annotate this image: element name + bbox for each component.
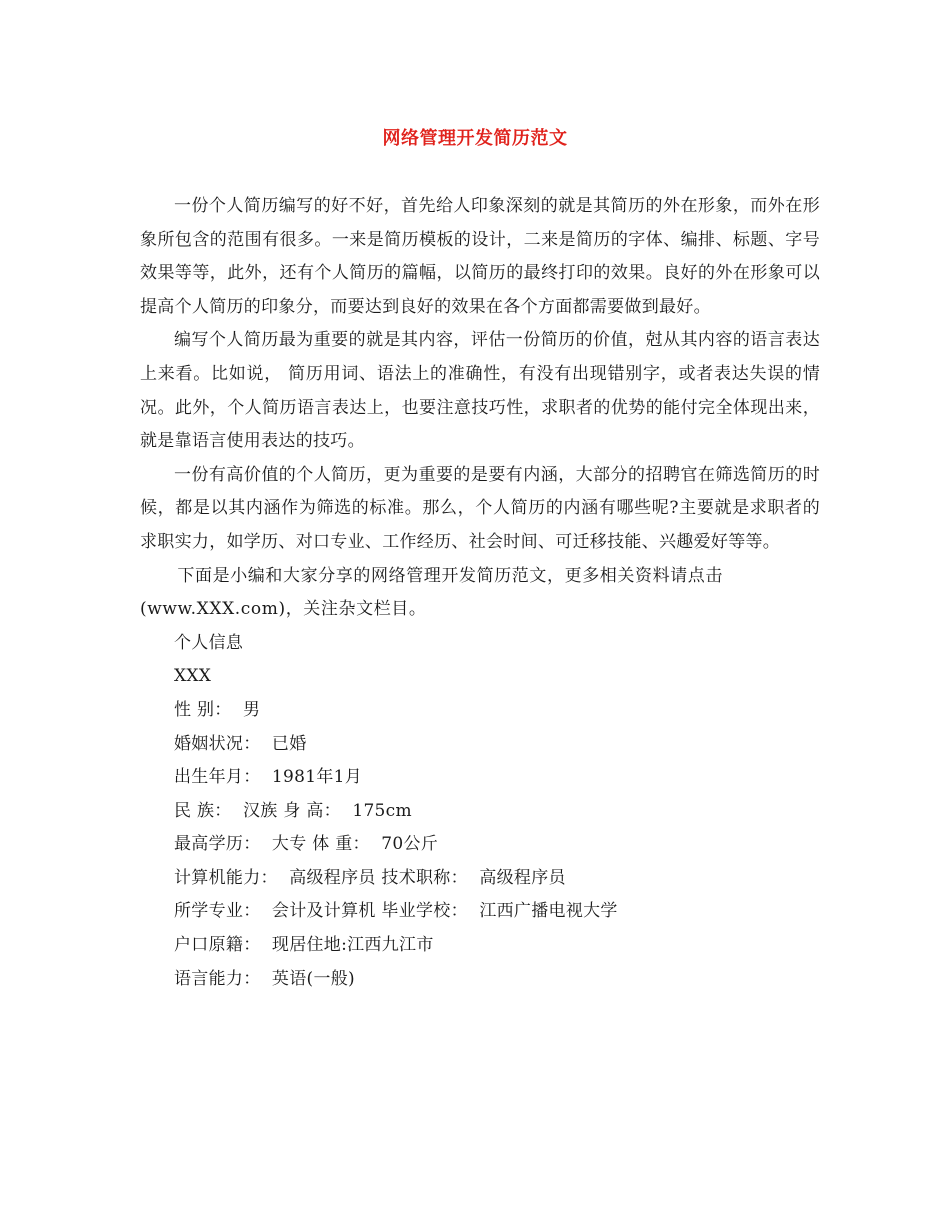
info-name: XXX [174, 666, 212, 687]
info-residence: 户口原籍： 现居住地:江西九江市 [174, 935, 434, 956]
info-major-school: 所学专业： 会计及计算机 毕业学校： 江西广播电视大学 [174, 901, 618, 922]
intro-paragraph: 下面是小编和大家分享的网络管理开发简历范文，更多相关资料请点击(www.XXX.com)，关注杂文栏目。 [140, 565, 723, 620]
paragraph: 编写个人简历最为重要的就是其内容，评估一份简历的价值，尅从其内容的语言表达上来看。比如说， 简历用词、语法上的准确性，有没有出现错别字，或者表达失误的情况。此外，个人简历语言表达上，也要注意技巧性，求职者的优势的能付完全体现出来，就是靠语言使用表达的技巧。 [140, 330, 820, 452]
paragraph: 一份个人简历编写的好不好，首先给人印象深刻的就是其简历的外在形象，而外在形象所包含的范围有很多。一来是简历模板的设计，二来是简历的字体、编排、标题、字号效果等等，此外，还有个人简历的篇幅，以简历的最终打印的效果。良好的外在形象可以提高个人简历的印象分，而要达到良好的效果在各个方面都需要做到最好。 [140, 196, 820, 317]
info-education-weight: 最高学历： 大专 体 重： 70公斤 [174, 834, 439, 855]
paragraph: 一份有高价值的个人简历，更为重要的是要有内涵，大部分的招聘官在筛选简历的时候，都是以其内涵作为筛选的标准。那么，个人简历的内涵有哪些呢?主要就是求职者的求职实力，如学历、对口专业、工作经历、社会时间、可迁移技能、兴趣爱好等等。 [140, 464, 820, 552]
personal-info-list [140, 627, 820, 997]
document-title: 网络管理开发简历范文 [382, 128, 568, 149]
info-gender: 性 别： 男 [174, 699, 261, 720]
document-body [140, 190, 820, 996]
info-computer-skills: 计算机能力： 高级程序员 技术职称： 高级程序员 [174, 867, 566, 888]
info-birth-date: 出生年月： 1981年1月 [174, 767, 363, 788]
info-marital-status: 婚姻状况： 已婚 [174, 733, 307, 754]
info-ethnicity-height: 民 族： 汉族 身 高： 175cm [174, 800, 412, 821]
info-language: 语言能力： 英语(一般) [174, 968, 355, 989]
info-heading: 个人信息 [174, 632, 244, 653]
